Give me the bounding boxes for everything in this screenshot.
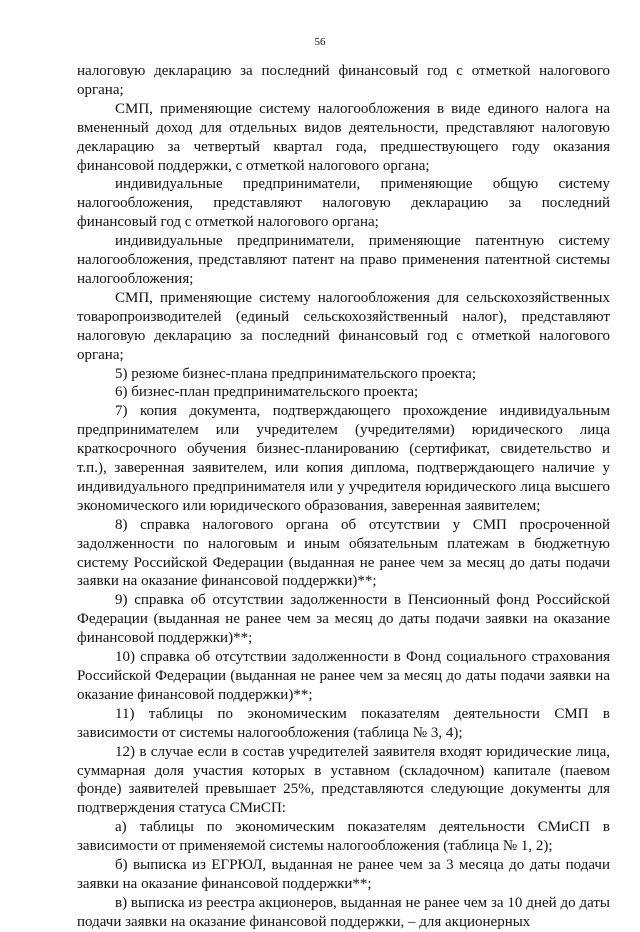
- list-item: 10) справка об отсутствии задолженности в Фонд социального страхования Российской Федерации (выданная не ранее чем за месяц до даты подачи заявки на оказание финансовой поддержки)**;: [77, 649, 610, 703]
- paragraph: СМП, применяющие систему налогообложения для сельскохозяйственных товаропроизводителей (единый сельскохозяйственный налог), представляют налоговую декларацию за последний финансовый год с отметкой налогового органа;: [77, 289, 610, 363]
- list-item: 11) таблицы по экономическим показателям деятельности СМП в зависимости от системы налогообложения (таблица № 3, 4);: [77, 705, 610, 741]
- paragraph: налоговую декларацию за последний финансовый год с отметкой налогового органа;: [77, 63, 610, 98]
- list-item: 9) справка об отсутствии задолженности в Пенсионный фонд Российской Федерации (выданная не ранее чем за месяц до даты подачи заявки на оказание финансовой поддержки)**;: [77, 592, 610, 647]
- sub-list-item: а) таблицы по экономическим показателям деятельности СМиСП в зависимости от применяемой системы налогообложения (таблица № 1, 2);: [77, 819, 610, 855]
- document-body: [77, 62, 610, 932]
- paragraph: индивидуальные предприниматели, применяющие патентную систему налогообложения, представляют патент на право применения патентной системы налогообложения;: [77, 233, 610, 287]
- list-item: 7) копия документа, подтверждающего прохождение индивидуальным предпринимателем или учредителем (учредителями) юридического лица краткосрочного обучения бизнес-планированию (сертификат, свидетельство и т.п.), заверенная заявителем, или копия диплома, подтверждающего наличие у индивидуального предпринимателя или у учредителя юридического лица высшего экономического или юридического образования, заверенная заявителем;: [77, 403, 610, 514]
- sub-list-item: б) выписка из ЕГРЮЛ, выданная не ранее чем за 3 месяца до даты подачи заявки на оказание финансовой поддержки**;: [77, 857, 610, 892]
- paragraph: индивидуальные предприниматели, применяющие общую систему налогообложения, представляют налоговую декларацию за последний финансовый год с отметкой налогового органа;: [77, 176, 610, 231]
- page-number: 56: [314, 36, 326, 48]
- list-item: 8) справка налогового органа об отсутствии у СМП просроченной задолженности по налоговым и иным обязательным платежам в бюджетную систему Российской Федерации (выданная не ранее чем за месяц до даты подачи заявки на оказание финансовой поддержки)**;: [77, 516, 610, 590]
- paragraph: СМП, применяющие систему налогообложения в виде единого налога на вмененный доход для отдельных видов деятельности, представляют налоговую декларацию за четвертый квартал года, предшествующего году оказания финансовой поддержки, с отметкой налогового органа;: [77, 100, 610, 174]
- list-item: 6) бизнес-план предпринимательского проекта;: [115, 384, 419, 401]
- list-item: 5) резюме бизнес-плана предпринимательского проекта;: [115, 365, 476, 382]
- list-item: 12) в случае если в состав учредителей заявителя входят юридические лица, суммарная доля участия которых в уставном (складочном) капитале (паевом фонде) заявителей превышает 25%, представляются следующие документы для подтверждения статуса СМиСП:: [77, 743, 610, 817]
- sub-list-item: в) выписка из реестра акционеров, выданная не ранее чем за 10 дней до даты подачи заявки на оказание финансовой поддержки, – для акционерных: [77, 894, 610, 930]
